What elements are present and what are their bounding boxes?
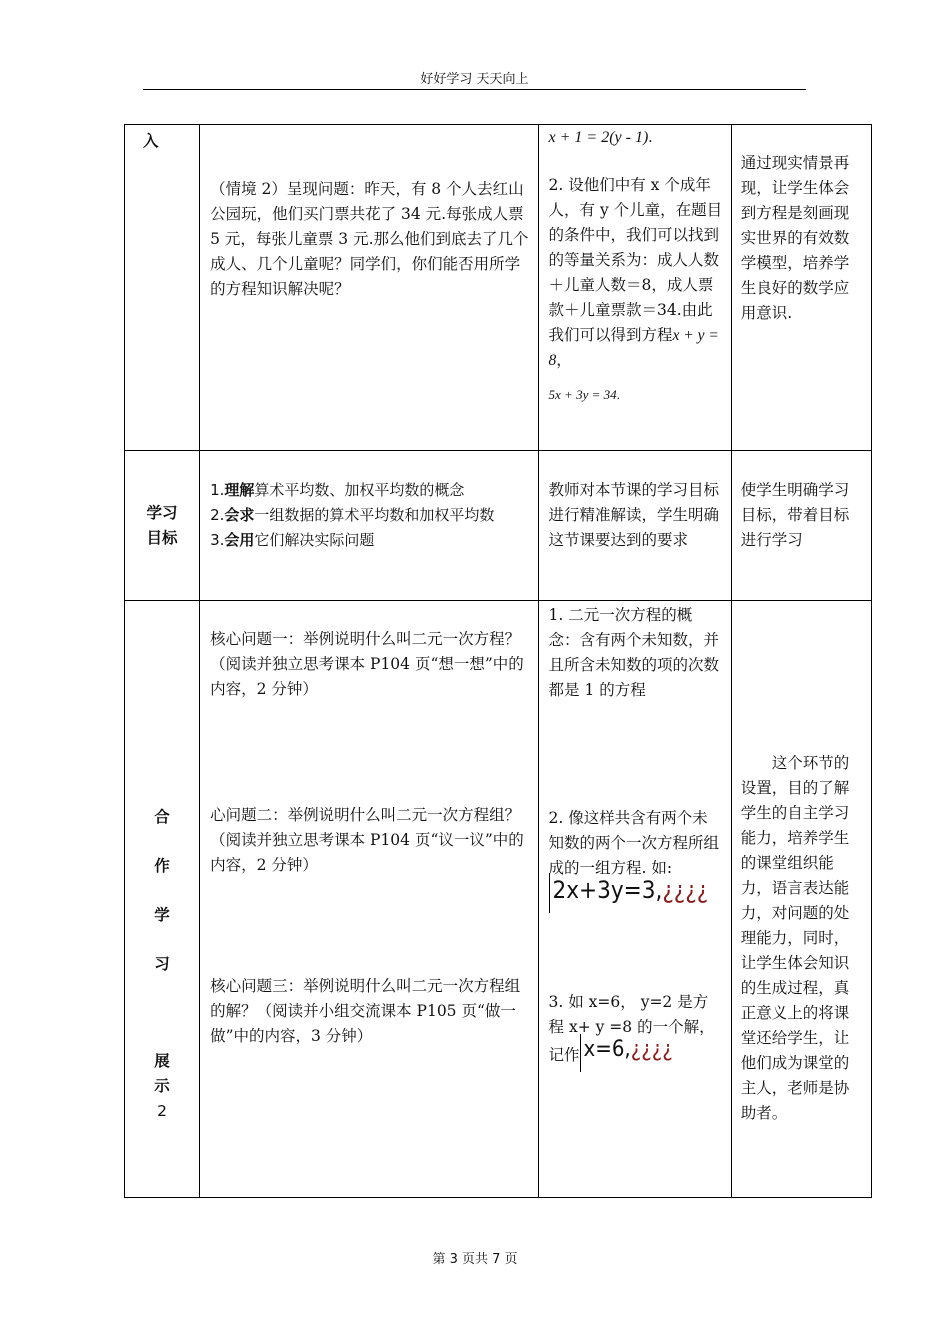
- coop-intent-cell: [731, 601, 871, 1198]
- equation-inline: x + y = 8: [548, 327, 719, 369]
- stage-label-cell: [125, 125, 200, 451]
- answer-3: 3. 如 x=6， y=2 是方程 x+ y =8 的一个解，记作 x=6,¿¿¿¿: [549, 990, 723, 1072]
- coop-answers-cell: [538, 601, 731, 1198]
- core-question-2: 心问题二：举例说明什么叫二元一次方程组？（阅读并独立思考课本 P104 页“议一议”中的内容，2 分钟）: [210, 806, 524, 874]
- page-header: 好好学习 天天向上: [420, 72, 529, 87]
- teacher-text: 2. 设他们中有 x 个成年人，有 y 个儿童，在题目的条件中，我们可以找到的等量关系为：成人人数＋儿童人数＝8，成人票款＋儿童票款＝34.由此我们可以得到方程x + y = 8，: [548, 176, 723, 369]
- answer-1: 1. 二元一次方程的概念：含有两个未知数，并且所含未知数的项的次数都是 1 的方程: [548, 606, 720, 699]
- goals-teacher-text: 教师对本节课的学习目标进行精准解读，学生明确这节课要达到的要求: [548, 481, 720, 549]
- goals-intent-text: 使学生明确学习目标，带着目标进行学习: [740, 481, 850, 549]
- goal-item-2: 2.会求一组数据的算术平均数和加权平均数: [210, 506, 495, 524]
- core-question-1: 核心问题一：举例说明什么叫二元一次方程？（阅读并独立思考课本 P104 页“想一想”中的内容，2 分钟）: [210, 630, 524, 698]
- goals-intent-cell: [731, 451, 871, 601]
- goals-label-cell: [125, 451, 200, 601]
- coop-label-cell: [125, 601, 200, 1198]
- table-row-intro: [125, 125, 872, 451]
- goals-teacher-cell: [538, 451, 731, 601]
- core-question-3: 核心问题三：举例说明什么叫二元一次方程组的解？（阅读并小组交流课本 P105 页“做一做”中的内容，3 分钟）: [210, 977, 521, 1045]
- answer-2: 2. 像这样共含有两个未知数的两个一次方程所组成的一组方程. 如:2x+3y=3,¿¿¿¿: [549, 806, 723, 913]
- intent-text: 通过现实情景再现，让学生体会到方程是刻画现实世界的有效数学模型，培养学生良好的数学应用意识.: [740, 154, 850, 322]
- coop-intent-text: 这个环节的设置，目的了解学生的自主学习能力，培养学生的课堂组织能力，语言表达能力，对问题的处理能力，同时，让学生体会知识的生成过程，真正意义上的将课堂还给学生，让他们成为课堂的主人，老师是协助者。: [740, 754, 850, 1122]
- intent-cell: [731, 125, 871, 451]
- solution-notation: x=6,¿¿¿¿: [580, 1034, 673, 1072]
- goal-item-3: 3.会用它们解决实际问题: [210, 531, 375, 549]
- goal-item-1: 1.理解算术平均数、加权平均数的概念: [210, 481, 465, 499]
- goals-list-cell: [200, 451, 538, 601]
- header-divider: [143, 89, 806, 90]
- table-row-coop: [125, 601, 872, 1198]
- coop-questions-cell: [200, 601, 538, 1198]
- coop-label: 合 作 学 习 展 示 2: [154, 808, 170, 1120]
- lesson-plan-table: [124, 124, 872, 1198]
- page-number: 第 3 页共 7 页: [432, 1252, 518, 1267]
- equation-system-1: 2x+3y=3,¿¿¿¿: [549, 873, 709, 913]
- equation-bottom: 5x + 3y = 34.: [548, 387, 620, 402]
- stage-label: 入: [143, 132, 159, 150]
- situation-text: （情境 2）呈现问题：昨天，有 8 个人去红山公园玩，他们买门票共花了 34 元.每张成人票 5 元，每张儿童票 3 元.那么他们到底去了几个成人、几个儿童呢？同学们，你们能否用所学的方程知识解决呢？: [210, 180, 529, 298]
- situation-cell: [200, 125, 538, 451]
- teacher-cell: [538, 125, 731, 451]
- equation-top: x + 1 = 2(y - 1).: [548, 129, 653, 146]
- goals-label: 学习目标: [146, 503, 178, 547]
- table-row-goals: [125, 451, 872, 601]
